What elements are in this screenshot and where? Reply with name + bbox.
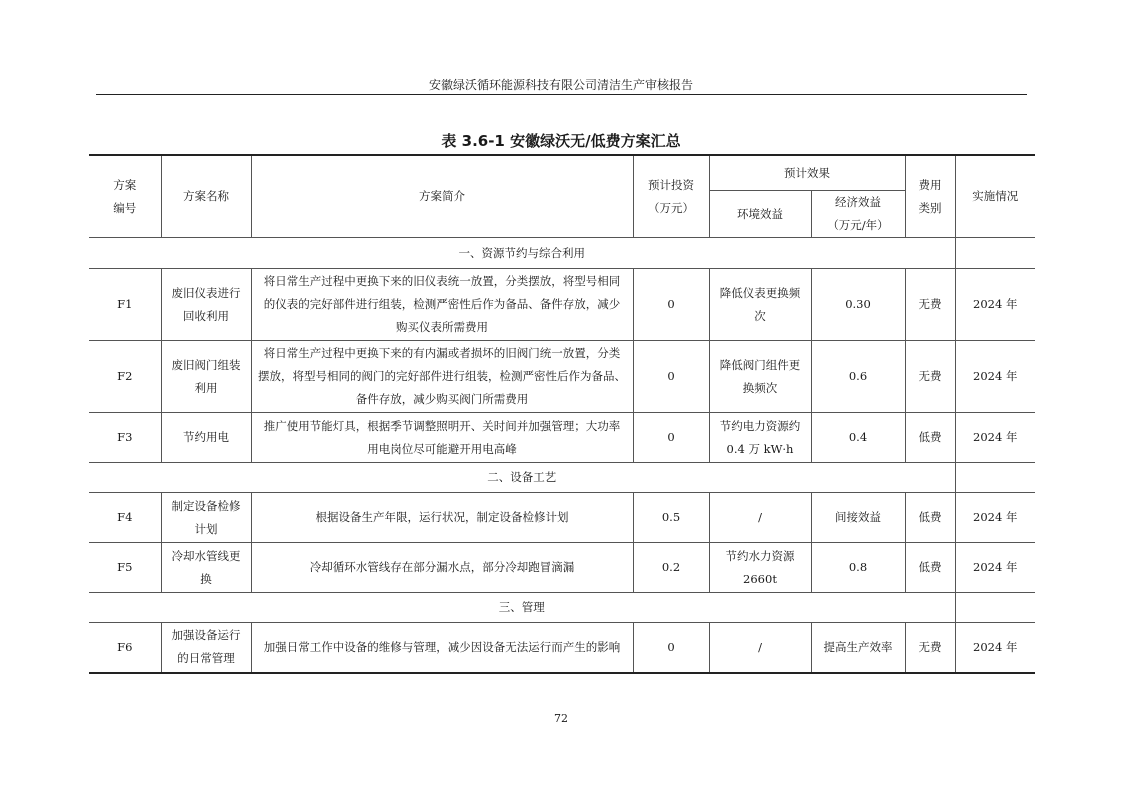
table-row	[89, 341, 1035, 413]
plan-cost-type: 无费	[905, 341, 955, 413]
plan-name: 废旧阀门组装 利用	[161, 341, 251, 413]
plan-code: F4	[89, 493, 161, 543]
plan-name: 制定设备检修 计划	[161, 493, 251, 543]
plan-env-benefit: /	[709, 623, 811, 673]
col-header-investment: 预计投资 （万元）	[633, 155, 709, 238]
plan-code: F3	[89, 413, 161, 463]
col-header-code: 方案 编号	[89, 155, 161, 238]
plan-name: 节约用电	[161, 413, 251, 463]
plan-investment: 0.5	[633, 493, 709, 543]
plan-env-benefit: /	[709, 493, 811, 543]
plan-env-benefit: 降低仪表更换频 次	[709, 269, 811, 341]
plan-econ-benefit: 0.6	[811, 341, 905, 413]
report-header-title: 安徽绿沃循环能源科技有限公司清洁生产审核报告	[428, 78, 693, 92]
plan-investment: 0	[633, 341, 709, 413]
plan-status: 2024 年	[955, 493, 1035, 543]
plan-code: F2	[89, 341, 161, 413]
plan-status: 2024 年	[955, 269, 1035, 341]
plan-econ-benefit: 间接效益	[811, 493, 905, 543]
section-empty-cell	[955, 238, 1035, 269]
plan-env-benefit: 节约水力资源 2660t	[709, 543, 811, 593]
plan-investment: 0	[633, 413, 709, 463]
plan-cost-type: 无费	[905, 623, 955, 673]
col-header-name: 方案名称	[161, 155, 251, 238]
section-title: 一、资源节约与综合利用	[89, 238, 955, 269]
plan-cost-type: 低费	[905, 413, 955, 463]
table-row	[89, 413, 1035, 463]
plan-summary: 加强日常工作中设备的维修与管理，减少因设备无法运行而产生的影响	[251, 623, 633, 673]
table-title: 表 3.6-1 安徽绿沃无/低费方案汇总	[441, 132, 681, 150]
plan-investment: 0	[633, 269, 709, 341]
section-row	[89, 238, 1035, 269]
plan-env-benefit: 降低阀门组件更 换频次	[709, 341, 811, 413]
plan-summary-table	[89, 154, 1035, 674]
plan-cost-type: 低费	[905, 543, 955, 593]
plan-code: F5	[89, 543, 161, 593]
plan-summary: 根据设备生产年限，运行状况，制定设备检修计划	[251, 493, 633, 543]
plan-name: 冷却水管线更 换	[161, 543, 251, 593]
plan-cost-type: 低费	[905, 493, 955, 543]
table-row	[89, 493, 1035, 543]
section-title: 二、设备工艺	[89, 463, 955, 493]
plan-name: 废旧仪表进行 回收利用	[161, 269, 251, 341]
plan-status: 2024 年	[955, 341, 1035, 413]
plan-summary: 将日常生产过程中更换下来的有内漏或者损坏的旧阀门统一放置，分类 摆放，将型号相同的阀门的完好部件进行组装，检测严密性后作为备品、 备件存放，减少购买阀门所需费用	[251, 341, 633, 413]
col-header-env-benefit: 环境效益	[709, 191, 811, 238]
plan-code: F6	[89, 623, 161, 673]
table-row	[89, 543, 1035, 593]
section-row	[89, 593, 1035, 623]
plan-status: 2024 年	[955, 413, 1035, 463]
table-row	[89, 623, 1035, 673]
plan-status: 2024 年	[955, 623, 1035, 673]
table-header-row	[89, 155, 1035, 191]
section-row	[89, 463, 1035, 493]
plan-status: 2024 年	[955, 543, 1035, 593]
plan-code: F1	[89, 269, 161, 341]
plan-env-benefit: 节约电力资源约 0.4 万 kW·h	[709, 413, 811, 463]
page-number: 72	[554, 712, 568, 725]
section-empty-cell	[955, 463, 1035, 493]
plan-summary: 将日常生产过程中更换下来的旧仪表统一放置，分类摆放，将型号相同 的仪表的完好部件进行组装，检测严密性后作为备品、备件存放，减少 购买仪表所需费用	[251, 269, 633, 341]
plan-econ-benefit: 0.30	[811, 269, 905, 341]
col-header-econ-benefit: 经济效益 （万元/年）	[811, 191, 905, 238]
plan-econ-benefit: 0.4	[811, 413, 905, 463]
table-row	[89, 269, 1035, 341]
plan-econ-benefit: 提高生产效率	[811, 623, 905, 673]
plan-summary: 推广使用节能灯具，根据季节调整照明开、关时间并加强管理；大功率 用电岗位尽可能避开用电高峰	[251, 413, 633, 463]
col-header-cost-type: 费用 类别	[905, 155, 955, 238]
plan-name: 加强设备运行 的日常管理	[161, 623, 251, 673]
section-title: 三、管理	[89, 593, 955, 623]
plan-cost-type: 无费	[905, 269, 955, 341]
col-header-summary: 方案简介	[251, 155, 633, 238]
section-empty-cell	[955, 593, 1035, 623]
col-header-effect: 预计效果	[709, 155, 905, 191]
plan-investment: 0	[633, 623, 709, 673]
header-divider	[96, 94, 1027, 95]
plan-econ-benefit: 0.8	[811, 543, 905, 593]
plan-investment: 0.2	[633, 543, 709, 593]
col-header-status: 实施情况	[955, 155, 1035, 238]
plan-summary: 冷却循环水管线存在部分漏水点，部分冷却跑冒滴漏	[251, 543, 633, 593]
